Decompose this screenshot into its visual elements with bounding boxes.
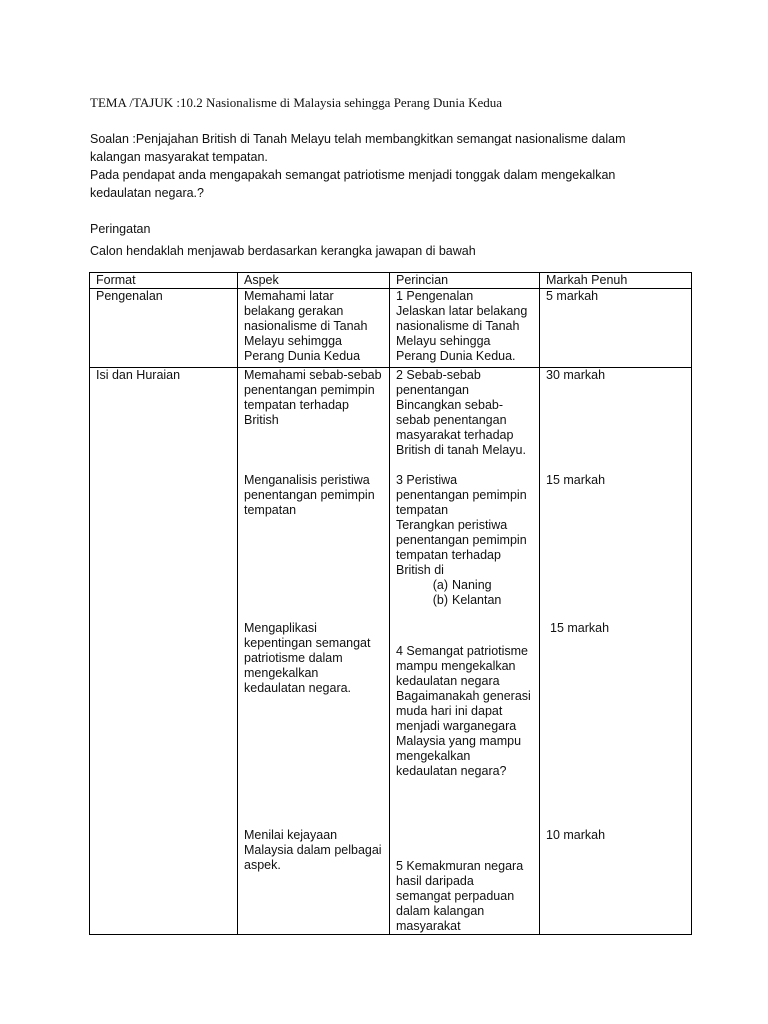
aspek-cell (238, 289, 390, 368)
cell-line: kedaulatan negara? (396, 764, 507, 778)
cell-line: menjadi warganegara (396, 719, 517, 733)
question-line: Soalan :Penjajahan British di Tanah Melayu telah membangkitkan semangat nasionalisme dalam (90, 132, 626, 146)
cell-line: penentangan pemimpin (244, 488, 375, 502)
cell-line: British (244, 413, 279, 427)
cell-line: semangat perpaduan (396, 889, 515, 903)
header-markah: Markah Penuh (540, 273, 692, 289)
cell-line: Perang Dunia Kedua (244, 349, 361, 363)
cell-line: belakang gerakan (244, 304, 344, 318)
markah-item: 10 markah (546, 828, 606, 842)
cell-line: 3 Peristiwa (396, 473, 458, 487)
markah-item: 15 markah (546, 473, 606, 487)
cell-line: kedaulatan negara (396, 674, 500, 688)
cell-line: tempatan terhadap (244, 398, 349, 412)
cell-line: Memahami sebab-sebab (244, 368, 382, 382)
cell-line: nasionalisme di Tanah (244, 319, 368, 333)
sub-item-a (396, 578, 533, 593)
perincian-item (396, 843, 533, 934)
cell-line: Terangkan peristiwa (396, 518, 508, 532)
perincian-item (396, 368, 533, 473)
cell-line: Mengaplikasi (244, 621, 317, 635)
question-text (90, 130, 626, 202)
header-aspek: Aspek (238, 273, 390, 289)
document-title: TEMA /TAJUK :10.2 Nasionalisme di Malaysia sehingga Perang Dunia Kedua (90, 95, 502, 110)
cell-line: 5 Kemakmuran negara (396, 859, 524, 873)
cell-line: Perang Dunia Kedua. (396, 349, 516, 363)
question-line: kedaulatan negara.? (90, 186, 204, 200)
warning-section (90, 220, 476, 260)
sub-item-label: (a) (432, 578, 448, 592)
header-format: Format (90, 273, 238, 289)
cell-line: nasionalisme di Tanah (396, 319, 520, 333)
markah-cell (540, 368, 692, 935)
cell-line: Memahami latar (244, 289, 334, 303)
cell-line: Malaysia dalam pelbagai (244, 843, 382, 857)
cell-line: kepentingan semangat (244, 636, 371, 650)
cell-line: hasil daripada (396, 874, 474, 888)
question-line: Pada pendapat anda mengapakah semangat patriotisme menjadi tonggak dalam mengekalkan (90, 168, 616, 182)
cell-line: tempatan (396, 503, 449, 517)
cell-line: mengekalkan (396, 749, 471, 763)
table-header-row (90, 273, 692, 289)
aspek-cell (238, 368, 390, 935)
cell-line: kedaulatan negara. (244, 681, 352, 695)
cell-line: patriotisme dalam (244, 651, 343, 665)
sub-item-b (396, 593, 533, 608)
cell-line: Melayu sehimgga (244, 334, 342, 348)
markah-cell: 5 markah (540, 289, 692, 368)
cell-line: Jelaskan latar belakang (396, 304, 528, 318)
question-line: kalangan masyarakat tempatan. (90, 150, 268, 164)
perincian-item (396, 473, 533, 638)
cell-line: tempatan (244, 503, 297, 517)
answer-framework-table (89, 272, 692, 935)
cell-line: Menganalisis peristiwa (244, 473, 370, 487)
cell-line: aspek. (244, 858, 281, 872)
perincian-item (396, 638, 533, 843)
cell-line: sebab penentangan (396, 413, 507, 427)
cell-line: masyarakat terhadap (396, 428, 514, 442)
table-row (90, 368, 692, 935)
cell-line: mengekalkan (244, 666, 319, 680)
perincian-cell (390, 289, 540, 368)
aspek-item (244, 828, 383, 873)
cell-line: penentangan pemimpin (396, 533, 527, 547)
cell-line: penentangan pemimpin (244, 383, 375, 397)
sub-item-label: (b) (432, 593, 448, 607)
cell-line: Malaysia yang mampu (396, 734, 522, 748)
cell-line: 1 Pengenalan (396, 289, 474, 303)
cell-line: muda hari ini dapat (396, 704, 503, 718)
sub-item-text: Kelantan (452, 593, 502, 607)
format-cell: Isi dan Huraian (90, 368, 238, 935)
cell-line: mampu mengekalkan (396, 659, 516, 673)
cell-line: 2 Sebab-sebab (396, 368, 481, 382)
cell-line: tempatan terhadap (396, 548, 501, 562)
cell-line: Bagaimanakah generasi (396, 689, 531, 703)
cell-line: 4 Semangat patriotisme (396, 644, 529, 658)
format-cell: Pengenalan (90, 289, 238, 368)
cell-line: penentangan pemimpin (396, 488, 527, 502)
perincian-cell (390, 368, 540, 935)
aspek-item (244, 473, 383, 621)
cell-line: British di (396, 563, 444, 577)
cell-line: masyarakat (396, 919, 461, 933)
warning-heading: Peringatan (90, 222, 151, 236)
aspek-item (244, 368, 383, 473)
header-perincian: Perincian (390, 273, 540, 289)
cell-line: Bincangkan sebab- (396, 398, 504, 412)
warning-text: Calon hendaklah menjawab berdasarkan kerangka jawapan di bawah (90, 244, 476, 258)
aspek-item (244, 621, 383, 828)
sub-item-text: Naning (452, 578, 492, 592)
table-row (90, 289, 692, 368)
markah-item: 15 markah (550, 621, 610, 635)
cell-line: penentangan (396, 383, 469, 397)
markah-item: 30 markah (546, 368, 606, 382)
cell-line: Melayu sehingga (396, 334, 491, 348)
cell-line: British di tanah Melayu. (396, 443, 526, 457)
cell-line: Menilai kejayaan (244, 828, 338, 842)
cell-line: dalam kalangan (396, 904, 485, 918)
